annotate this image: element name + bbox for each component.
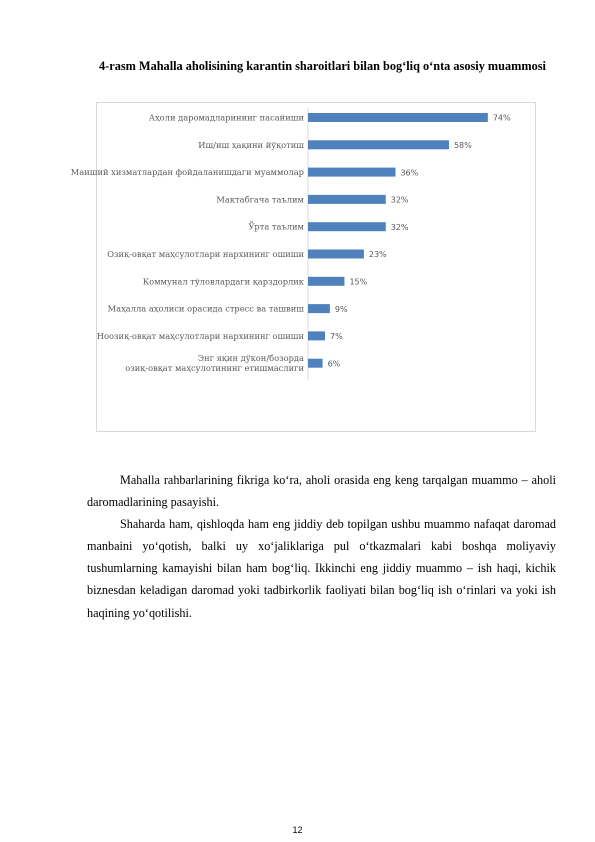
category-label: Ўрта таълим <box>248 221 304 232</box>
bar <box>308 195 386 204</box>
bar <box>308 331 325 340</box>
bar <box>308 140 449 149</box>
bar <box>308 359 323 368</box>
bar-chart <box>70 102 536 432</box>
page-number: 12 <box>292 825 303 835</box>
category-label: озиқ-овқат маҳсулотининг етишмаслиги <box>125 363 304 374</box>
data-label: 74% <box>492 113 511 123</box>
data-label: 9% <box>334 304 348 314</box>
bar <box>308 277 344 286</box>
bar <box>308 250 364 259</box>
category-label: Коммунал тўловлардаги қарздорлик <box>142 276 304 287</box>
paragraph-1: Mahalla rahbarlarining fikriga ko‘ra, aholi orasida eng keng tarqalgan muammo – aholi daromadlarining pasayishi. <box>87 473 556 510</box>
data-label: 15% <box>349 277 368 287</box>
category-label: Ноозиқ-овқат маҳсулотлари нархининг ошиши <box>96 330 304 341</box>
category-label: Энг яқин дўкон/бозорда <box>197 353 304 364</box>
data-label: 36% <box>400 168 419 178</box>
bar <box>308 304 330 313</box>
figure-title: 4-rasm Mahalla aholisining karantin sharoitlari bilan bog‘liq o‘nta asosiy muammosi <box>99 59 546 73</box>
bar <box>308 113 488 122</box>
bar <box>308 168 395 177</box>
category-label: Маиший хизматлардан фойдаланишдаги муаммолар <box>70 167 304 178</box>
data-label: 32% <box>390 195 409 205</box>
paragraph-2: Shaharda ham, qishloqda ham eng jiddiy deb topilgan ushbu muammo nafaqat daromad manbaini yo‘qotish, balki uy xo‘jaliklariga pul o‘tkazmalari kabi boshqa moliyaviy tushumlarning kamayishi bilan ham bog‘liq. Ikkinchi eng jiddiy muammo – ish haqi, kichik biznesdan keladigan daromad yoki tadbirkorlik faoliyati bilan bog‘liq ish o‘rinlari va yoki ish haqining yo‘qotilishi. <box>87 517 556 620</box>
category-label: Озиқ-овқат маҳсулотлари нархининг ошиши <box>107 249 304 259</box>
category-label: Иш/иш ҳақини йўқотиш <box>198 139 304 150</box>
data-label: 6% <box>327 359 341 369</box>
category-label: Маҳалла аҳолиси орасида стресс ва ташвиш <box>107 303 304 314</box>
category-label: Мактабгача таълим <box>216 194 304 205</box>
bar <box>308 222 386 231</box>
data-label: 58% <box>453 141 472 150</box>
data-label: 23% <box>368 250 387 260</box>
body-text <box>87 469 556 624</box>
data-label: 32% <box>390 222 409 232</box>
category-label: Аҳоли даромадларининг пасайиши <box>148 112 304 123</box>
data-label: 7% <box>330 332 343 342</box>
